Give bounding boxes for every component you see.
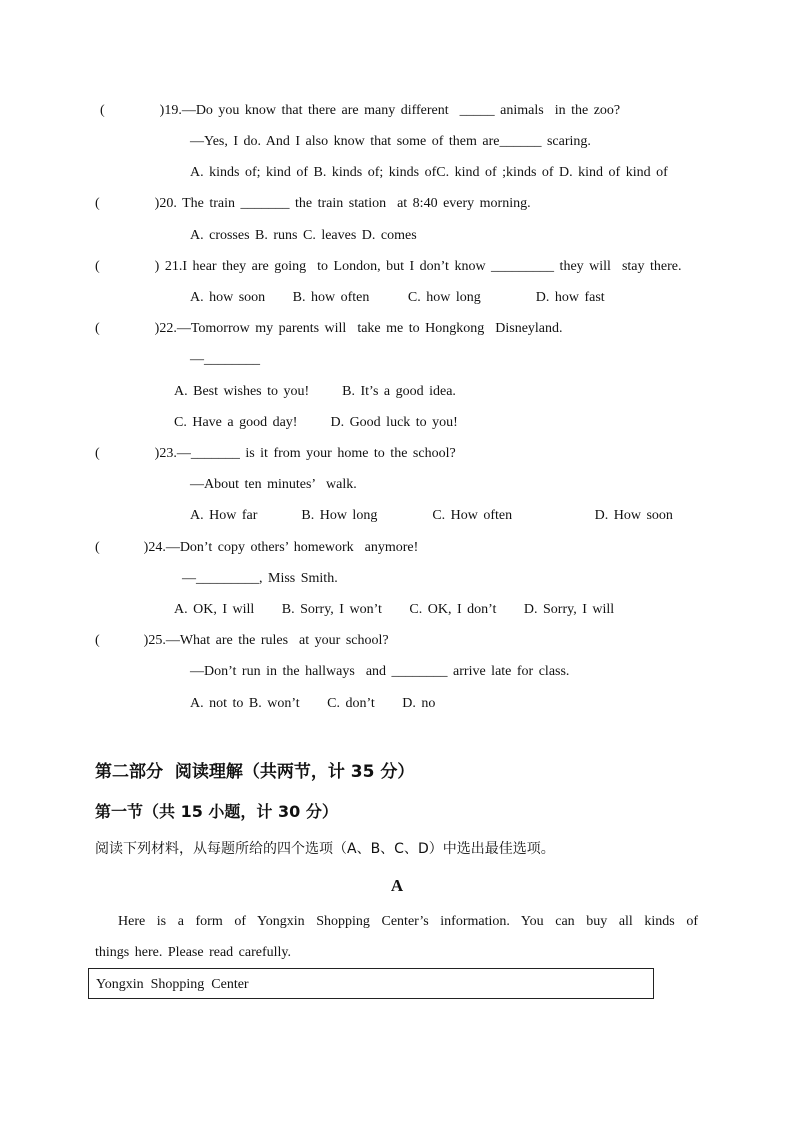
question-25-stem: ( )25.—What are the rules at your school?: [95, 633, 389, 648]
question-20-options: A. crosses B. runs C. leaves D. comes: [190, 228, 417, 243]
question-22-stem: ( )22.—Tomorrow my parents will take me to Hongkong Disneyland.: [95, 321, 563, 336]
question-23-stem: ( )23.—_______ is it from your home to the school?: [95, 446, 456, 461]
question-22-reply: —________: [190, 352, 260, 367]
section-one-heading: 第一节（共 15 小题，计 30 分）: [95, 802, 338, 821]
question-23-options: A. How far B. How long C. How often D. How soon: [190, 508, 673, 523]
question-21-stem: ( ) 21.I hear they are going to London, but I don’t know _________ they will stay there.: [95, 259, 682, 274]
question-24-stem: ( )24.—Don’t copy others’ homework anymore!: [95, 540, 419, 555]
question-20-stem: ( )20. The train _______ the train station at 8:40 every morning.: [95, 196, 531, 211]
question-19-reply: —Yes, I do. And I also know that some of them are______ scaring.: [190, 134, 591, 149]
table-title-cell: Yongxin Shopping Center: [96, 977, 249, 992]
reading-instruction: 阅读下列材料，从每题所给的四个选项（A、B、C、D）中选出最佳选项。: [95, 841, 555, 857]
question-24-reply: —_________, Miss Smith.: [182, 571, 338, 586]
question-22-options-2: C. Have a good day! D. Good luck to you!: [174, 415, 458, 430]
passage-intro-line-2: things here. Please read carefully.: [95, 945, 292, 960]
question-22-options: A. Best wishes to you! B. It’s a good idea.: [174, 384, 456, 399]
question-21-options: A. how soon B. how often C. how long D. how fast: [190, 290, 605, 305]
question-25-options: A. not to B. won’t C. don’t D. no: [190, 696, 436, 711]
passage-label: A: [390, 876, 404, 895]
question-24-options: A. OK, I will B. Sorry, I won’t C. OK, I don’t D. Sorry, I will: [174, 602, 615, 617]
question-19-stem: ( )19.—Do you know that there are many different _____ animals in the zoo?: [100, 103, 621, 118]
passage-intro-line-1: Here is a form of Yongxin Shopping Center’s information. You can buy all kinds of: [118, 914, 698, 929]
question-23-reply: —About ten minutes’ walk.: [190, 477, 357, 492]
part-two-heading: 第二部分 阅读理解（共两节，计 35 分）: [95, 762, 415, 782]
question-19-options: A. kinds of; kind of B. kinds of; kinds ofC. kind of ;kinds of D. kind of kind of: [190, 165, 668, 180]
question-25-reply: —Don’t run in the hallways and ________ arrive late for class.: [190, 664, 570, 679]
shopping-center-table: [88, 968, 654, 999]
